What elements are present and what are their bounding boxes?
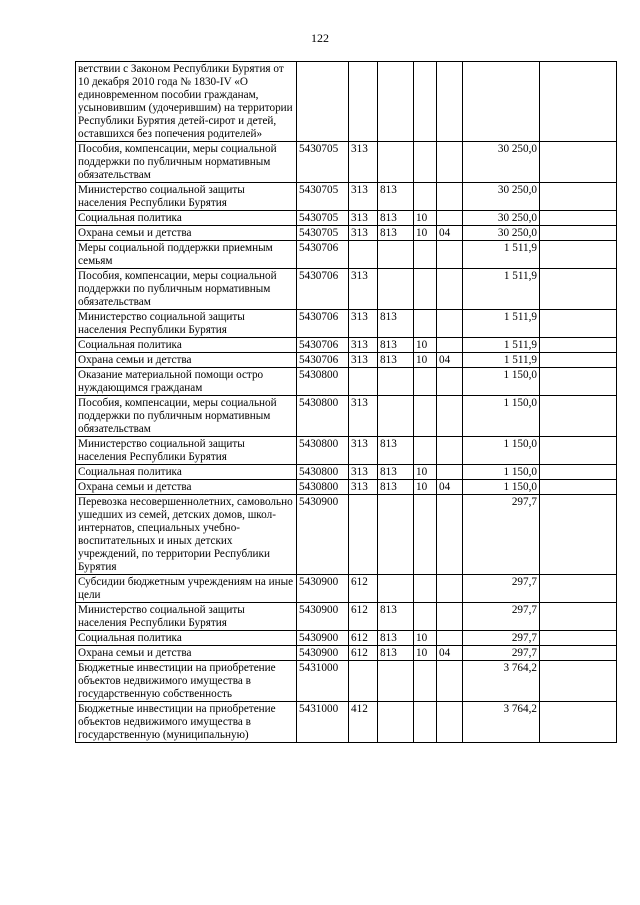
- sum-cell: 1 150,0: [463, 437, 540, 465]
- target-code-cell: 5430705: [297, 226, 349, 241]
- target-code-cell: 5430706: [297, 310, 349, 338]
- ministry-code-cell: 813: [378, 465, 414, 480]
- subsection-cell: [437, 437, 463, 465]
- ministry-code-cell: [378, 495, 414, 575]
- row-name-cell: Социальная политика: [76, 465, 297, 480]
- expense-type-cell: [349, 661, 378, 702]
- extra-cell: [540, 646, 617, 661]
- budget-table-body: [76, 62, 617, 743]
- section-cell: [414, 368, 437, 396]
- row-name-cell: Бюджетные инвестиции на приобретение объектов недвижимого имущества в государственную (муниципальную): [76, 702, 297, 743]
- row-name-cell: Охрана семьи и детства: [76, 480, 297, 495]
- sum-cell: [463, 62, 540, 142]
- row-name-cell: Охрана семьи и детства: [76, 353, 297, 368]
- target-code-cell: 5430900: [297, 575, 349, 603]
- subsection-cell: [437, 396, 463, 437]
- subsection-cell: [437, 495, 463, 575]
- row-name-cell: Охрана семьи и детства: [76, 226, 297, 241]
- expense-type-cell: [349, 62, 378, 142]
- sum-cell: 297,7: [463, 646, 540, 661]
- row-name-cell: Министерство социальной защиты населения Республики Бурятия: [76, 437, 297, 465]
- ministry-code-cell: 813: [378, 603, 414, 631]
- subsection-cell: [437, 142, 463, 183]
- subsection-cell: [437, 575, 463, 603]
- subsection-cell: [437, 603, 463, 631]
- page-number: 122: [311, 31, 329, 45]
- table-row: [76, 62, 617, 142]
- table-row: [76, 241, 617, 269]
- extra-cell: [540, 702, 617, 743]
- sum-cell: 30 250,0: [463, 226, 540, 241]
- table-row: [76, 437, 617, 465]
- sum-cell: 1 511,9: [463, 310, 540, 338]
- ministry-code-cell: [378, 396, 414, 437]
- section-cell: [414, 575, 437, 603]
- subsection-cell: [437, 183, 463, 211]
- target-code-cell: 5430705: [297, 183, 349, 211]
- ministry-code-cell: [378, 661, 414, 702]
- target-code-cell: 5430900: [297, 631, 349, 646]
- section-cell: [414, 241, 437, 269]
- subsection-cell: [437, 338, 463, 353]
- extra-cell: [540, 269, 617, 310]
- table-row: [76, 480, 617, 495]
- expense-type-cell: 313: [349, 269, 378, 310]
- subsection-cell: 04: [437, 480, 463, 495]
- section-cell: 10: [414, 465, 437, 480]
- sum-cell: 1 150,0: [463, 396, 540, 437]
- subsection-cell: [437, 211, 463, 226]
- extra-cell: [540, 396, 617, 437]
- target-code-cell: 5430800: [297, 437, 349, 465]
- extra-cell: [540, 310, 617, 338]
- extra-cell: [540, 368, 617, 396]
- row-name-cell: Перевозка несовершеннолетних, самовольно ушедших из семей, детских домов, школ-интернатов, специальных учебно-воспитательных и иных детских учреждений, по территории Республики Бурятия: [76, 495, 297, 575]
- section-cell: [414, 661, 437, 702]
- sum-cell: 1 511,9: [463, 338, 540, 353]
- expense-type-cell: 313: [349, 480, 378, 495]
- extra-cell: [540, 226, 617, 241]
- row-name-cell: Охрана семьи и детства: [76, 646, 297, 661]
- target-code-cell: 5430800: [297, 368, 349, 396]
- sum-cell: 1 150,0: [463, 465, 540, 480]
- sum-cell: 297,7: [463, 575, 540, 603]
- expense-type-cell: 313: [349, 142, 378, 183]
- extra-cell: [540, 338, 617, 353]
- table-row: [76, 702, 617, 743]
- subsection-cell: 04: [437, 226, 463, 241]
- section-cell: 10: [414, 480, 437, 495]
- expense-type-cell: 313: [349, 396, 378, 437]
- subsection-cell: [437, 269, 463, 310]
- ministry-code-cell: 813: [378, 310, 414, 338]
- expense-type-cell: 313: [349, 338, 378, 353]
- expense-type-cell: 612: [349, 575, 378, 603]
- row-name-cell: Социальная политика: [76, 338, 297, 353]
- ministry-code-cell: [378, 142, 414, 183]
- target-code-cell: [297, 62, 349, 142]
- ministry-code-cell: [378, 368, 414, 396]
- section-cell: [414, 269, 437, 310]
- table-row: [76, 368, 617, 396]
- row-name-cell: Социальная политика: [76, 211, 297, 226]
- table-row: [76, 338, 617, 353]
- section-cell: [414, 183, 437, 211]
- target-code-cell: 5430706: [297, 241, 349, 269]
- sum-cell: 1 150,0: [463, 480, 540, 495]
- table-row: [76, 603, 617, 631]
- expense-type-cell: 313: [349, 465, 378, 480]
- section-cell: 10: [414, 353, 437, 368]
- target-code-cell: 5430800: [297, 396, 349, 437]
- extra-cell: [540, 631, 617, 646]
- table-row: [76, 575, 617, 603]
- ministry-code-cell: 813: [378, 631, 414, 646]
- sum-cell: 3 764,2: [463, 661, 540, 702]
- ministry-code-cell: [378, 269, 414, 310]
- extra-cell: [540, 241, 617, 269]
- expense-type-cell: 313: [349, 437, 378, 465]
- extra-cell: [540, 480, 617, 495]
- subsection-cell: 04: [437, 646, 463, 661]
- table-row: [76, 226, 617, 241]
- row-name-cell: Пособия, компенсации, меры социальной поддержки по публичным нормативным обязательствам: [76, 142, 297, 183]
- sum-cell: 1 511,9: [463, 269, 540, 310]
- row-name-cell: Министерство социальной защиты населения Республики Бурятия: [76, 310, 297, 338]
- section-cell: 10: [414, 646, 437, 661]
- section-cell: 10: [414, 338, 437, 353]
- budget-table: [75, 61, 617, 743]
- ministry-code-cell: 813: [378, 480, 414, 495]
- ministry-code-cell: 813: [378, 338, 414, 353]
- row-name-cell: Министерство социальной защиты населения Республики Бурятия: [76, 183, 297, 211]
- target-code-cell: 5430800: [297, 465, 349, 480]
- subsection-cell: [437, 631, 463, 646]
- section-cell: [414, 62, 437, 142]
- sum-cell: 1 150,0: [463, 368, 540, 396]
- row-name-cell: Пособия, компенсации, меры социальной поддержки по публичным нормативным обязательствам: [76, 396, 297, 437]
- expense-type-cell: 313: [349, 183, 378, 211]
- ministry-code-cell: 813: [378, 646, 414, 661]
- extra-cell: [540, 603, 617, 631]
- target-code-cell: 5430706: [297, 269, 349, 310]
- ministry-code-cell: 813: [378, 211, 414, 226]
- section-cell: [414, 310, 437, 338]
- target-code-cell: 5430705: [297, 142, 349, 183]
- ministry-code-cell: 813: [378, 226, 414, 241]
- extra-cell: [540, 437, 617, 465]
- table-row: [76, 465, 617, 480]
- section-cell: 10: [414, 631, 437, 646]
- sum-cell: 297,7: [463, 495, 540, 575]
- ministry-code-cell: 813: [378, 353, 414, 368]
- row-name-cell: Оказание материальной помощи остро нуждающимся гражданам: [76, 368, 297, 396]
- section-cell: 10: [414, 211, 437, 226]
- subsection-cell: 04: [437, 353, 463, 368]
- table-row: [76, 142, 617, 183]
- target-code-cell: 5430800: [297, 480, 349, 495]
- table-row: [76, 646, 617, 661]
- ministry-code-cell: 813: [378, 437, 414, 465]
- sum-cell: 1 511,9: [463, 353, 540, 368]
- table-row: [76, 631, 617, 646]
- target-code-cell: 5431000: [297, 661, 349, 702]
- sum-cell: 297,7: [463, 631, 540, 646]
- expense-type-cell: 612: [349, 646, 378, 661]
- sum-cell: 297,7: [463, 603, 540, 631]
- extra-cell: [540, 211, 617, 226]
- extra-cell: [540, 465, 617, 480]
- table-row: [76, 396, 617, 437]
- row-name-cell: Пособия, компенсации, меры социальной поддержки по публичным нормативным обязательствам: [76, 269, 297, 310]
- section-cell: 10: [414, 226, 437, 241]
- table-row: [76, 353, 617, 368]
- sum-cell: 30 250,0: [463, 142, 540, 183]
- section-cell: [414, 396, 437, 437]
- sum-cell: 30 250,0: [463, 211, 540, 226]
- table-row: [76, 211, 617, 226]
- extra-cell: [540, 62, 617, 142]
- expense-type-cell: 612: [349, 631, 378, 646]
- expense-type-cell: 313: [349, 353, 378, 368]
- subsection-cell: [437, 62, 463, 142]
- subsection-cell: [437, 661, 463, 702]
- ministry-code-cell: 813: [378, 183, 414, 211]
- table-row: [76, 661, 617, 702]
- section-cell: [414, 495, 437, 575]
- sum-cell: 3 764,2: [463, 702, 540, 743]
- subsection-cell: [437, 368, 463, 396]
- section-cell: [414, 702, 437, 743]
- target-code-cell: 5430900: [297, 603, 349, 631]
- row-name-cell: Бюджетные инвестиции на приобретение объектов недвижимого имущества в государственную собственность: [76, 661, 297, 702]
- row-name-cell: ветствии с Законом Республики Бурятия от 10 декабря 2010 года № 1830-IV «О единовременном пособии гражданам, усыновившим (удочерившим) на территории Республики Бурятия детей-сирот и детей, оставшихся без попечения родителей»: [76, 62, 297, 142]
- subsection-cell: [437, 465, 463, 480]
- subsection-cell: [437, 702, 463, 743]
- extra-cell: [540, 353, 617, 368]
- expense-type-cell: 612: [349, 603, 378, 631]
- ministry-code-cell: [378, 575, 414, 603]
- ministry-code-cell: [378, 241, 414, 269]
- target-code-cell: 5430900: [297, 646, 349, 661]
- extra-cell: [540, 142, 617, 183]
- expense-type-cell: 313: [349, 211, 378, 226]
- table-row: [76, 269, 617, 310]
- row-name-cell: Социальная политика: [76, 631, 297, 646]
- expense-type-cell: [349, 368, 378, 396]
- expense-type-cell: 412: [349, 702, 378, 743]
- ministry-code-cell: [378, 62, 414, 142]
- section-cell: [414, 142, 437, 183]
- table-row: [76, 495, 617, 575]
- sum-cell: 1 511,9: [463, 241, 540, 269]
- section-cell: [414, 437, 437, 465]
- subsection-cell: [437, 241, 463, 269]
- target-code-cell: 5430900: [297, 495, 349, 575]
- expense-type-cell: 313: [349, 226, 378, 241]
- target-code-cell: 5430706: [297, 353, 349, 368]
- extra-cell: [540, 183, 617, 211]
- table-row: [76, 183, 617, 211]
- expense-type-cell: [349, 495, 378, 575]
- extra-cell: [540, 575, 617, 603]
- ministry-code-cell: [378, 702, 414, 743]
- sum-cell: 30 250,0: [463, 183, 540, 211]
- table-row: [76, 310, 617, 338]
- section-cell: [414, 603, 437, 631]
- extra-cell: [540, 495, 617, 575]
- expense-type-cell: 313: [349, 310, 378, 338]
- subsection-cell: [437, 310, 463, 338]
- target-code-cell: 5430705: [297, 211, 349, 226]
- target-code-cell: 5430706: [297, 338, 349, 353]
- extra-cell: [540, 661, 617, 702]
- row-name-cell: Субсидии бюджетным учреждениям на иные цели: [76, 575, 297, 603]
- row-name-cell: Министерство социальной защиты населения Республики Бурятия: [76, 603, 297, 631]
- row-name-cell: Меры социальной поддержки приемным семьям: [76, 241, 297, 269]
- target-code-cell: 5431000: [297, 702, 349, 743]
- expense-type-cell: [349, 241, 378, 269]
